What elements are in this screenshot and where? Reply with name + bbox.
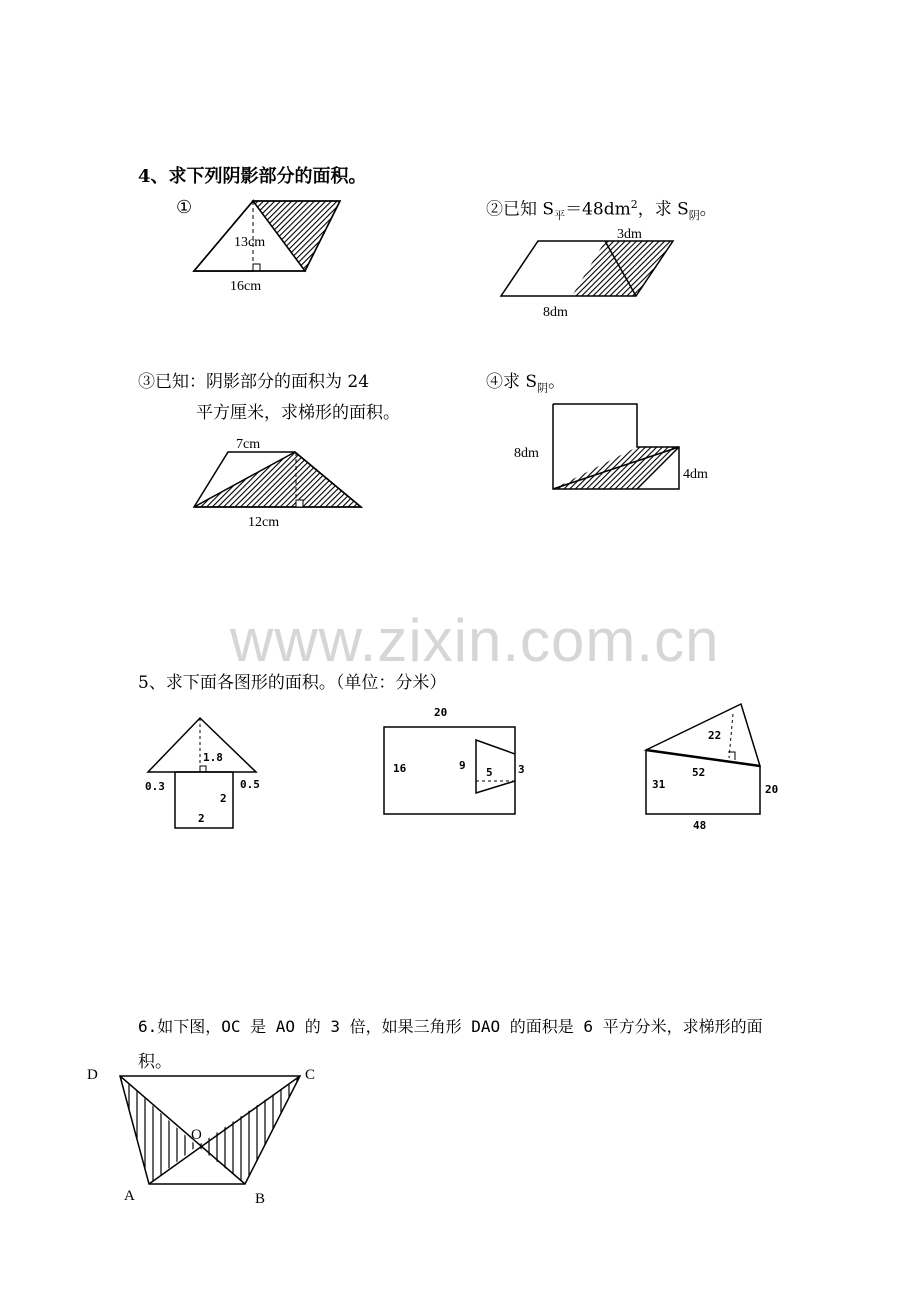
f1-left-label: 0.3	[145, 780, 165, 793]
q5-title: 5、求下面各图形的面积。（单位：分米）	[138, 673, 447, 693]
q6-line1: 6.如下图，OC 是 AO 的 3 倍，如果三角形 DAO 的面积是 6 平方分米，求梯形的面	[138, 1017, 763, 1036]
p1-number: ①	[176, 197, 193, 218]
f2-notch-w-label: 5	[486, 766, 493, 779]
f1-side-label: 2	[220, 792, 227, 805]
f2-left-label: 16	[393, 762, 407, 775]
f3-diag-label: 52	[692, 766, 706, 779]
f3-height-label: 22	[708, 729, 722, 742]
q6-label-b: B	[255, 1191, 266, 1207]
q6-label-d: D	[87, 1067, 98, 1083]
f2-open-label: 3	[518, 763, 525, 776]
watermark: www.zixin.com.cn	[230, 607, 720, 674]
p2-base-label: 8dm	[543, 305, 568, 320]
q6-label-o: O	[191, 1127, 202, 1143]
q6-label-a: A	[124, 1188, 135, 1204]
f1-right-label: 0.5	[240, 778, 260, 791]
f1-height-label: 1.8	[203, 751, 223, 764]
q6-label-c: C	[305, 1067, 316, 1083]
p3-top-label: 7cm	[236, 437, 261, 452]
p1-height-label: 13cm	[234, 235, 266, 250]
p3-line1: ③已知：阴影部分的面积为 24	[138, 372, 370, 392]
p3-base-label: 12cm	[248, 515, 280, 530]
f3-right-label: 20	[765, 783, 779, 796]
p3-line2: 平方厘米，求梯形的面积。	[196, 403, 400, 423]
q6-line2: 积。	[138, 1052, 172, 1072]
f3-bottom-label: 48	[693, 819, 707, 832]
q4-title: 4、求下列阴影部分的面积。	[138, 166, 367, 187]
f3-left-label: 31	[652, 778, 666, 791]
f2-top-label: 20	[434, 706, 448, 719]
f2-notch-h-label: 9	[459, 759, 466, 772]
f1-bottom-label: 2	[198, 812, 205, 825]
p4-right-label: 4dm	[683, 467, 708, 482]
p2-top-label: 3dm	[617, 227, 642, 242]
p1-base-label: 16cm	[230, 279, 262, 294]
p2-text: ②已知 $S_平=48dm^2$，求 $S_阴$。	[486, 198, 717, 223]
p4-left-label: 8dm	[514, 446, 539, 461]
p4-text: ④求 $S_阴$。	[486, 372, 566, 395]
